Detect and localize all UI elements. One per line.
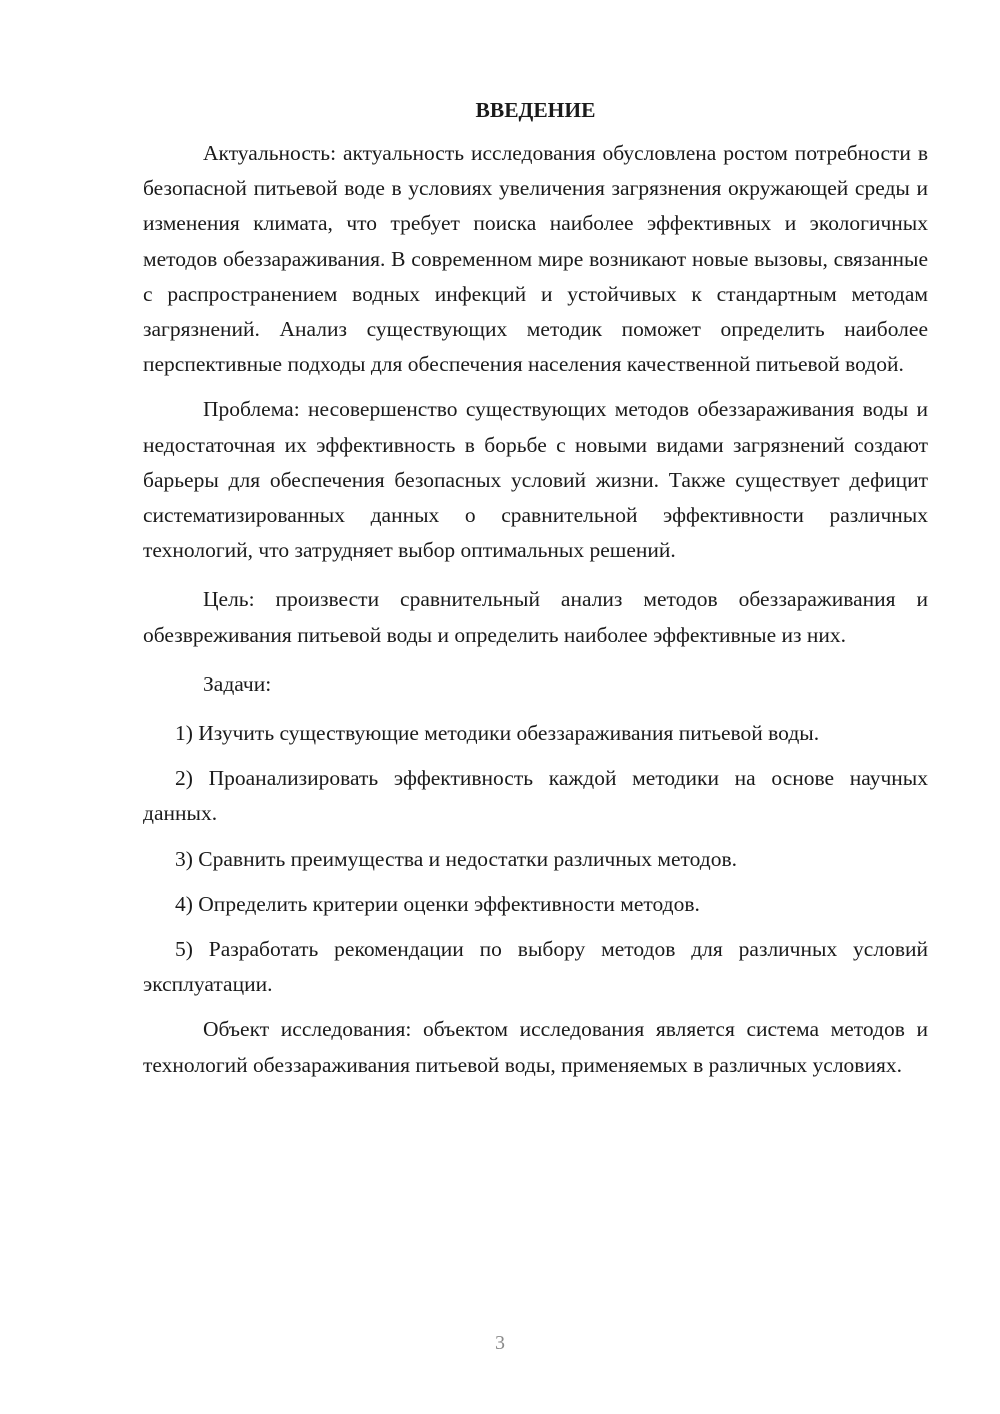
- page-number: 3: [495, 1332, 505, 1354]
- task-item: 3) Сравнить преимущества и недостатки различных методов.: [175, 846, 737, 871]
- task-item: 1) Изучить существующие методики обеззараживания питьевой воды.: [175, 721, 820, 746]
- goal-paragraph: Цель: произвести сравнительный анализ методов обеззараживания и обезвреживания питьевой воды и определить наиболее эффективные из них.: [143, 587, 928, 647]
- document-page: [143, 92, 928, 1093]
- problem-paragraph: Проблема: несовершенство существующих методов обеззараживания воды и недостаточная их эффективность в борьбе с новыми видами загрязнений создают барьеры для обеспечения безопасных условий жизни. Также существует дефицит систематизированных данных о сравнительной эффективности различных технологий, что затрудняет выбор оптимальных решений.: [143, 397, 928, 563]
- page-title: ВВЕДЕНИЕ: [475, 98, 596, 122]
- task-item: 2) Проанализировать эффективность каждой методики на основе научных данных.: [143, 766, 928, 826]
- object-paragraph: Объект исследования: объектом исследования является система методов и технологий обеззараживания питьевой воды, применяемых в различных условиях.: [143, 1017, 928, 1077]
- relevance-paragraph: Актуальность: актуальность исследования обусловлена ростом потребности в безопасной питьевой воде в условиях увеличения загрязнения окружающей среды и изменения климата, что требует поиска наиболее эффективных и экологичных методов обеззараживания. В современном мире возникают новые вызовы, связанные с распространением водных инфекций и устойчивых к стандартным методам загрязнений. Анализ существующих методик поможет определить наиболее перспективные подходы для обеспечения населения качественной питьевой водой.: [143, 141, 928, 377]
- tasks-heading: Задачи:: [203, 671, 272, 696]
- task-item: 4) Определить критерии оценки эффективности методов.: [175, 891, 700, 916]
- task-item: 5) Разработать рекомендации по выбору методов для различных условий эксплуатации.: [143, 937, 928, 997]
